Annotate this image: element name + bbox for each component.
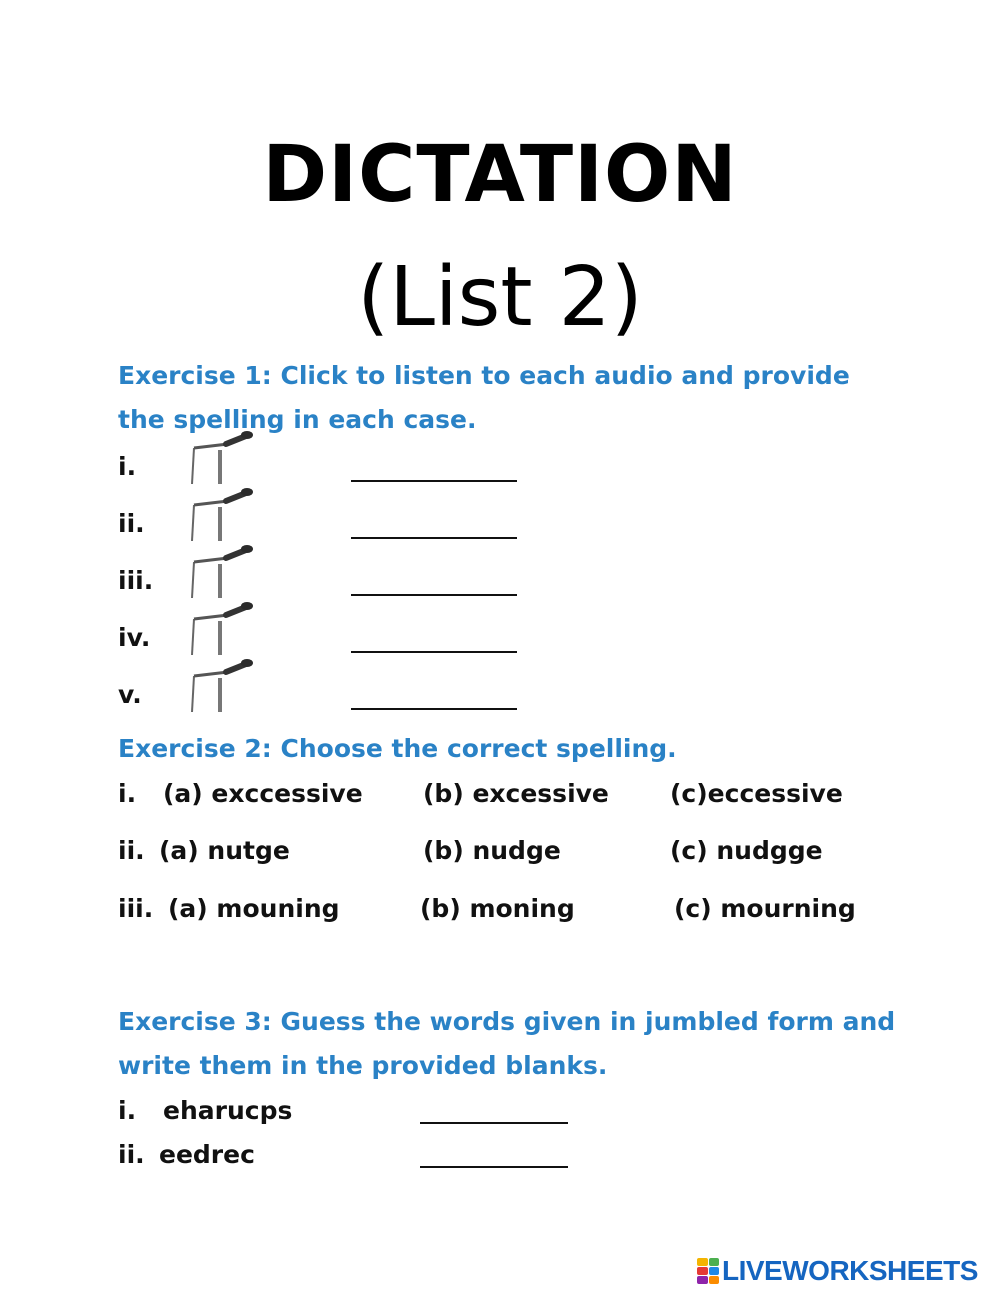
exercise3-heading: Exercise 3: Guess the words given in jumbled form and write them in the provided blanks. xyxy=(118,1007,896,1080)
question-number: i. xyxy=(118,779,137,808)
question-number: iii. xyxy=(118,894,154,923)
microphone-icon[interactable] xyxy=(184,544,256,598)
liveworksheets-logo xyxy=(697,1256,978,1286)
answer-blank[interactable] xyxy=(351,452,517,482)
option-a[interactable]: (a) mouning xyxy=(168,894,340,923)
answer-blank[interactable] xyxy=(351,680,517,710)
answer-blank[interactable] xyxy=(351,623,517,653)
jumbled-word: eharucps xyxy=(163,1096,293,1125)
page-title: DICTATION xyxy=(262,130,738,220)
page-subtitle: (List 2) xyxy=(357,250,643,345)
option-c[interactable]: (c)eccessive xyxy=(670,779,843,808)
option-a[interactable]: (a) nutge xyxy=(159,836,290,865)
logo-blocks-icon xyxy=(697,1258,719,1284)
answer-blank[interactable] xyxy=(420,1096,568,1124)
microphone-icon[interactable] xyxy=(184,430,256,484)
answer-blank[interactable] xyxy=(351,566,517,596)
item-number: i. xyxy=(118,1096,137,1125)
microphone-icon[interactable] xyxy=(184,601,256,655)
microphone-icon[interactable] xyxy=(184,658,256,712)
item-number: v. xyxy=(118,680,142,709)
question-number: ii. xyxy=(118,836,145,865)
jumbled-word: eedrec xyxy=(159,1140,255,1169)
item-number: i. xyxy=(118,452,137,481)
microphone-icon[interactable] xyxy=(184,487,256,541)
option-b[interactable]: (b) excessive xyxy=(423,779,609,808)
option-a[interactable]: (a) exccessive xyxy=(163,779,363,808)
item-number: iv. xyxy=(118,623,151,652)
option-c[interactable]: (c) mourning xyxy=(674,894,856,923)
item-number: iii. xyxy=(118,566,154,595)
answer-blank[interactable] xyxy=(420,1140,568,1168)
option-c[interactable]: (c) nudgge xyxy=(670,836,823,865)
brand-text: LIVEWORKSHEETS xyxy=(722,1255,978,1286)
exercise2-heading: Exercise 2: Choose the correct spelling. xyxy=(118,734,677,763)
option-b[interactable]: (b) moning xyxy=(420,894,575,923)
answer-blank[interactable] xyxy=(351,509,517,539)
item-number: ii. xyxy=(118,1140,145,1169)
item-number: ii. xyxy=(118,509,145,538)
option-b[interactable]: (b) nudge xyxy=(423,836,561,865)
exercise1-heading: Exercise 1: Click to listen to each audio and provide the spelling in each case. xyxy=(118,361,850,434)
